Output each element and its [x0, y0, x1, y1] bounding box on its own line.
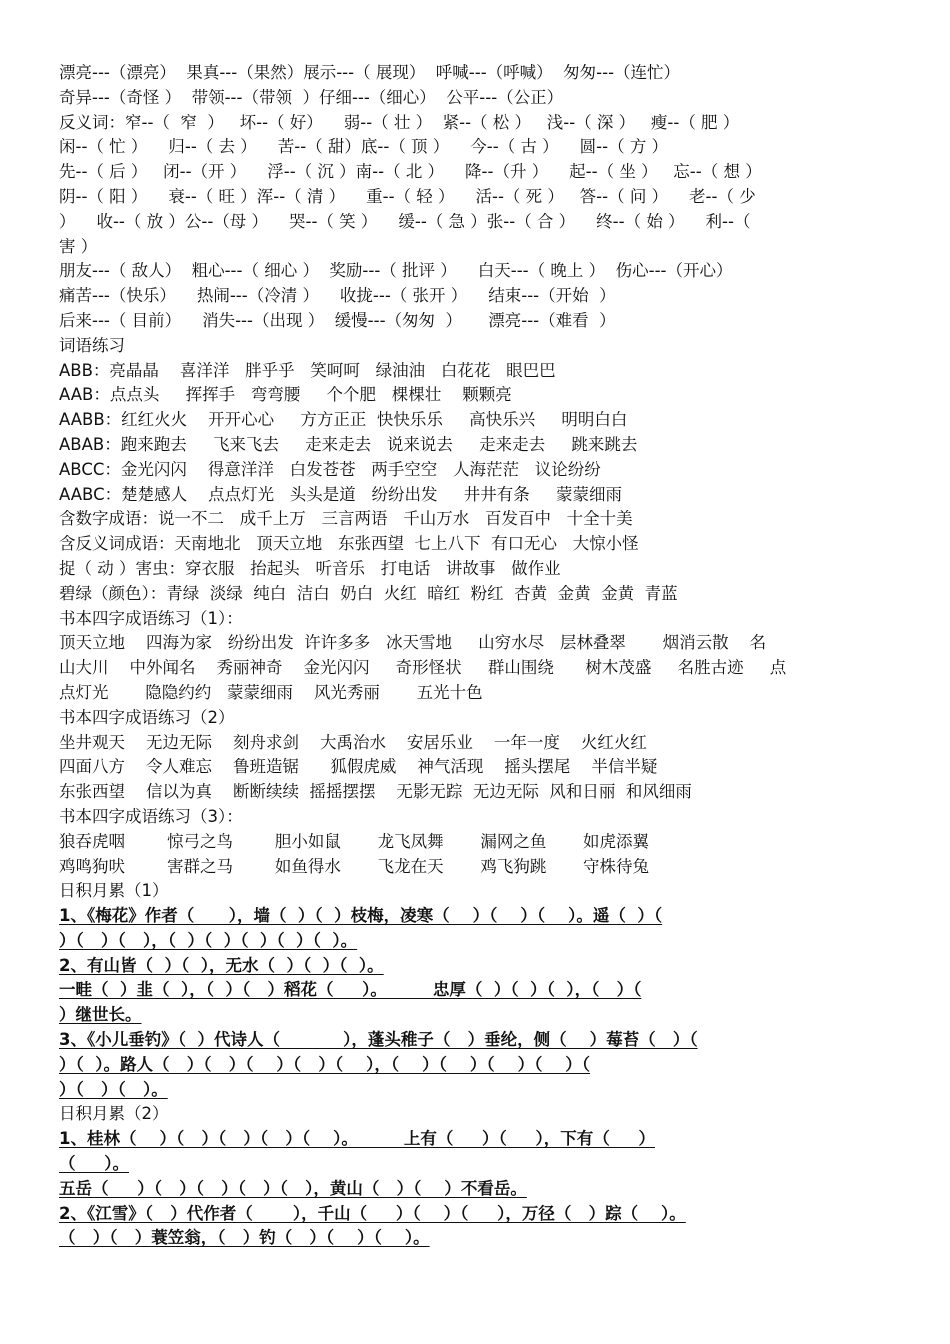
idiom-line: 山大川 中外闻名 秀丽神奇 金光闪闪 奇形怪状 群山围绕 树木茂盛 名胜古迹 点 [59, 658, 787, 678]
fill-in-line: ）（ ）。路人（ ）（ ）（ ）（ ）（ ），（ ）（ ）（ ）（ ）（ [59, 1054, 591, 1074]
fill-in-line: （ ）。 [59, 1154, 129, 1174]
antonym-line: 闲--（ 忙 ） 归--（ 去 ） 苦--（ 甜）底--（ 顶 ） 今--（ 古 ） 圆--（ 方 ） [59, 137, 669, 157]
fill-in-line: 1、《梅花》作者（ ），墙（ ）（ ）枝梅，凌寒（ ）（ ）（ ）。遥（ ）（ [59, 906, 663, 926]
antonym-line: 朋友---（ 敌人） 粗心---（ 细心 ） 奖励---（ 批评 ） 白天---（ 晚上 ） 伤心---（开心） [59, 261, 733, 281]
fill-in-line: 3、《小儿垂钓》（ ）代诗人（ ），蓬头稚子（ ）垂纶，侧（ ）莓苔（ ）（ [59, 1030, 698, 1050]
idiom-line: 东张西望 信以为真 断断续续 摇摇摆摆 无影无踪 无边无际 风和日丽 和风细雨 [59, 782, 692, 802]
antonym-line: ） 收--（ 放 ）公--（母 ） 哭--（ 笑 ） 缓--（ 急 ）张--（ 合 ） 终--（ 始 ） 利--（ [59, 211, 751, 231]
synonym-line: 奇异---（奇怪 ） 带领---（带领 ）仔细---（细心） 公平---（公正） [59, 87, 564, 107]
antonym-line: 先--（ 后 ） 闭--（开 ） 浮--（ 沉 ）南--（ 北 ） 降--（升 ） 起--（ 坐 ） 忘--（ 想 ） [59, 162, 762, 182]
antonym-line: 后来---（ 目前） 消失---（出现 ） 缓慢---（匆匆 ） 漂亮---（难看 ） [59, 310, 616, 330]
idiom-line: 鸡鸣狗吠 害群之马 如鱼得水 飞龙在天 鸡飞狗跳 守株待兔 [59, 856, 650, 876]
document-body [59, 61, 895, 1251]
idiom-line: 顶天立地 四海为家 纷纷出发 许许多多 冰天雪地 山穷水尽 层林叠翠 烟消云散 名 [59, 633, 767, 653]
word-pattern-line: ABB：亮晶晶 喜洋洋 胖乎乎 笑呵呵 绿油油 白花花 眼巴巴 [59, 360, 556, 380]
section-heading: 词语练习 [59, 335, 125, 355]
idiom-line: 狼吞虎咽 惊弓之鸟 胆小如鼠 龙飞凤舞 漏网之鱼 如虎添翼 [59, 831, 650, 851]
synonym-line: 漂亮---（漂亮） 果真---（果然）展示---（ 展现） 呼喊---（呼喊） 匆匆---（连忙） [59, 63, 681, 82]
fill-in-line: ）（ ）（ ），（ ）（ ）（ ）（ ）（ ）。 [59, 930, 358, 950]
antonym-line: 痛苦---（快乐） 热闹---（冷清 ） 收拢---（ 张开 ） 结束---（开始 ） [59, 286, 616, 306]
antonym-line: 阴--（ 阳 ） 衰--（ 旺 ）浑--（ 清 ） 重--（ 轻 ） 活--（ 死 ） 答--（ 问 ） 老--（ 少 [59, 186, 756, 206]
section-heading: 书本四字成语练习（1）： [59, 608, 243, 628]
idiom-line: 四面八方 令人难忘 鲁班造锯 狐假虎威 神气活现 摇头摆尾 半信半疑 [59, 757, 658, 777]
section-heading: 日积月累（1） [59, 881, 169, 901]
section-heading: 日积月累（2） [59, 1104, 169, 1124]
fill-in-line: 2、有山皆（ ）（ ），无水（ ）（ ）（ ）。 [59, 955, 384, 975]
fill-in-line: 一畦（ ）韭（ ），（ ）（ ）稻花（ ）。 忠厚（ ）（ ）（ ），（ ）（ [59, 980, 642, 1000]
fill-in-line: 1、桂林（ ）（ ）（ ）（ ）（ ）。 上有（ ）（ ），下有（ ） [59, 1129, 656, 1149]
fill-in-line: 2、《江雪》（ ）代作者（ ），千山（ ）（ ）（ ），万径（ ）踪（ ）。 [59, 1203, 686, 1223]
idiom-line: 坐井观天 无边无际 刻舟求剑 大禹治水 安居乐业 一年一度 火红火红 [59, 732, 647, 752]
fill-in-line: （ ）（ ）蓑笠翁，（ ）钓（ ）（ ）（ ）。 [59, 1228, 430, 1248]
word-pattern-line: AAB：点点头 挥挥手 弯弯腰 个个肥 棵棵壮 颗颗亮 [59, 385, 512, 405]
word-pattern-line: AABC：楚楚感人 点点灯光 头头是道 纷纷出发 井井有条 蒙蒙细雨 [59, 484, 622, 504]
fill-in-line: ）继世长。 [59, 1005, 142, 1025]
word-pattern-line: AABB：红红火火 开开心心 方方正正 快快乐乐 高快乐兴 明明白白 [59, 410, 628, 430]
fill-in-line: ）（ ）（ ）。 [59, 1079, 168, 1099]
antonym-line: 害 ） [59, 236, 98, 256]
color-word-line: 碧绿（颜色）：青绿 淡绿 纯白 洁白 奶白 火红 暗红 粉红 杏黄 金黄 金黄 青蓝 [59, 583, 678, 603]
word-pattern-line: ABAB：跑来跑去 飞来飞去 走来走去 说来说去 走来走去 跳来跳去 [59, 434, 638, 454]
section-heading: 书本四字成语练习（2） [59, 707, 235, 727]
section-heading: 书本四字成语练习（3）： [59, 806, 243, 826]
word-pattern-line: ABCC：金光闪闪 得意洋洋 白发苍苍 两手空空 人海茫茫 议论纷纷 [59, 459, 601, 479]
verb-phrase-line: 捉（ 动 ）害虫：穿衣服 抬起头 听音乐 打电话 讲故事 做作业 [59, 558, 561, 578]
idiom-line: 含反义词成语：天南地北 顶天立地 东张西望 七上八下 有口无心 大惊小怪 [59, 534, 639, 554]
idiom-line: 点灯光 隐隐约约 蒙蒙细雨 风光秀丽 五光十色 [59, 682, 483, 702]
antonym-line: 反义词：窄--（ 窄 ） 坏--（ 好） 弱--（ 壮 ） 紧--（ 松 ） 浅--（ 深 ） 瘦--（ 肥 ） [59, 112, 740, 132]
fill-in-line: 五岳（ ）（ ）（ ）（ ）（ ），黄山（ ）（ ）不看岳。 [59, 1178, 527, 1198]
idiom-line: 含数字成语：说一不二 成千上万 三言两语 千山万水 百发百中 十全十美 [59, 509, 633, 529]
